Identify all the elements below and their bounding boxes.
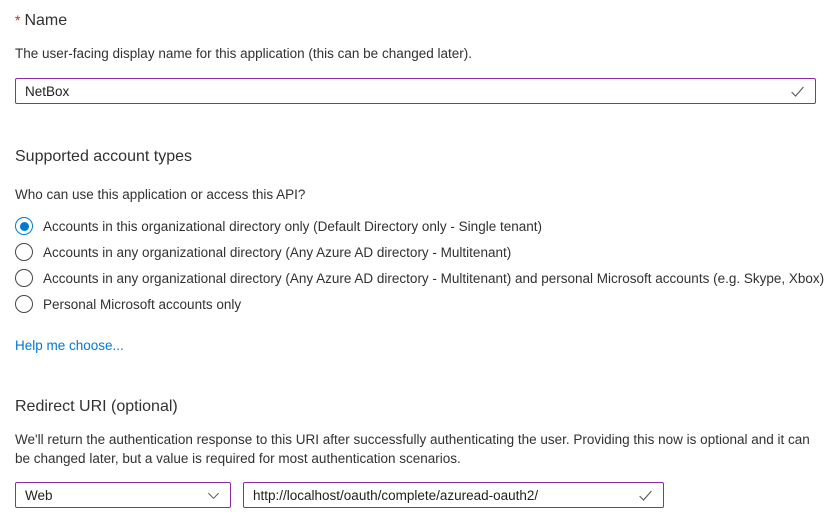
platform-select-value: Web [25,487,53,503]
platform-select[interactable] [15,482,231,508]
radio-option-single-tenant[interactable] [15,213,815,239]
account-types-radio-group [15,213,825,317]
radio-button-icon[interactable] [15,243,33,261]
radio-option-label: Personal Microsoft accounts only [43,296,242,312]
help-me-choose-link[interactable]: Help me choose... [15,338,124,353]
name-label: Name [24,12,68,29]
name-input[interactable] [15,78,816,104]
radio-option-label: Accounts in this organizational directory only (Default Directory only - Single tenant) [43,218,542,234]
name-input-value: NetBox [25,83,70,99]
chevron-down-icon [206,488,221,503]
account-types-question: Who can use this application or access this API? [15,187,306,202]
checkmark-icon [637,487,654,504]
radio-option-label: Accounts in any organizational directory (Any Azure AD directory - Multitenant) and personal Microsoft accounts (e.g. Skype, Xbox) [43,270,825,286]
radio-button-icon[interactable] [15,295,33,313]
redirect-uri-input[interactable] [243,482,664,508]
radio-button-icon[interactable] [15,269,33,287]
radio-button-icon[interactable] [15,217,33,235]
radio-option-multitenant-personal[interactable] [15,265,825,291]
radio-option-label: Accounts in any organizational directory (Any Azure AD directory - Multitenant) [43,244,512,260]
redirect-uri-description: We'll return the authentication response to this URI after successfully authenticating the user. Providing this now is optional and it can be changed later, but a value is required for most authentication scenarios. [15,432,810,466]
redirect-uri-row [15,482,815,508]
name-section-title [15,10,815,31]
radio-option-multitenant[interactable] [15,239,815,265]
redirect-uri-value: http://localhost/oauth/complete/azuread-oauth2/ [253,487,539,503]
name-description: The user-facing display name for this application (this can be changed later). [15,46,472,61]
account-types-title: Supported account types [15,148,193,165]
redirect-uri-title: Redirect URI (optional) [15,398,178,415]
checkmark-icon [789,83,806,100]
radio-option-personal-only[interactable] [15,291,815,317]
required-asterisk: * [15,12,21,28]
